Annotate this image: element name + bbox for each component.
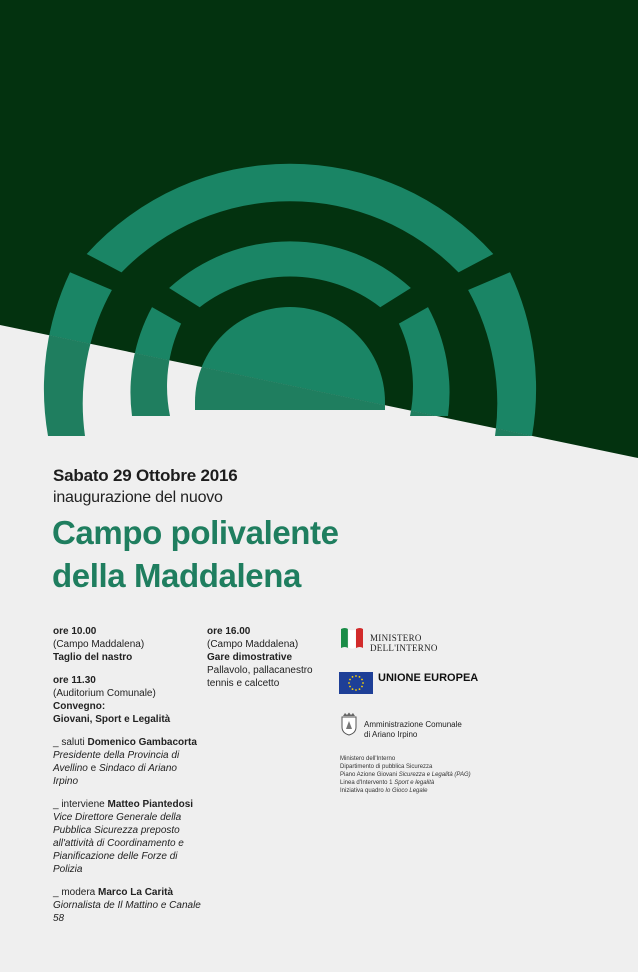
event3-desc-1: Pallavolo, pallacanestro (207, 665, 313, 676)
speaker2-role-1: Vice Direttore Generale della (53, 812, 182, 823)
credits-line-2: Dipartimento di pubblica Sicurezza (340, 764, 433, 770)
speaker1-line (53, 736, 203, 749)
speaker1-prefix: _ saluti (53, 737, 88, 748)
event-date: Sabato 29 Ottobre 2016 (53, 466, 238, 485)
speaker2-role-4: Pianificazione delle Forze di Polizia (53, 851, 178, 875)
speaker1-role-1: Presidente della Provincia di (53, 750, 180, 761)
speaker1-role-2a: Avellino (53, 763, 88, 774)
speaker1-name: Domenico Gambacorta (87, 737, 197, 748)
comune-crest-icon (340, 712, 358, 736)
credits-line-5 (340, 787, 540, 795)
event-title (52, 511, 339, 597)
credits-line-5a: Iniziativa quadro (340, 788, 386, 794)
speaker2-line (53, 798, 203, 811)
moderator-role: Giornalista de Il Mattino e Canale 58 (53, 900, 201, 924)
speaker1-role-2c: Sindaco di Ariano (98, 763, 177, 774)
eu-flag-icon (339, 672, 373, 694)
event1-place: (Campo Maddalena) (53, 639, 145, 650)
moderator-prefix: _ modera (53, 887, 99, 898)
program-mid-column (207, 625, 327, 690)
comune-line-2: di Ariano Irpino (364, 730, 418, 739)
event2-title-2: Giovani, Sport e Legalità (53, 714, 171, 725)
speaker2-role-3: all'attività di Coordinamento e (53, 838, 184, 849)
speaker1-role-2-line (53, 762, 203, 775)
event3-time: ore 16.00 (207, 626, 251, 637)
credits-line-1: Ministero dell'Interno (340, 756, 396, 762)
italian-flag-icon (339, 626, 365, 650)
event3-place: (Campo Maddalena) (207, 639, 299, 650)
speaker1-role-2b: e (87, 763, 99, 774)
event1-title: Taglio del nastro (53, 652, 133, 663)
moderator-name: Marco La Carità (98, 887, 174, 898)
event-subtitle: inaugurazione del nuovo (53, 489, 223, 506)
ministero-logo-text (370, 633, 438, 653)
credits-line-4b: Sport e legalità (394, 780, 435, 786)
ministero-line-1: MINISTERO (370, 633, 422, 643)
credits-line-3a: Piano Azione Giovani (340, 772, 399, 778)
eu-logo-text: UNIONE EUROPEA (378, 672, 479, 684)
speaker2-role-2: Pubblica Sicurezza preposto (53, 825, 180, 836)
event2-time: ore 11.30 (53, 675, 96, 686)
ministero-line-2: DELL'INTERNO (370, 643, 438, 653)
speaker1-role-3: Irpino (53, 776, 79, 787)
speaker2-prefix: _ interviene (53, 799, 108, 810)
program-left-column (53, 625, 203, 925)
credits-line-3 (340, 771, 540, 779)
title-line-1: Campo polivalente (52, 514, 339, 551)
event3-desc-2: tennis e calcetto (207, 678, 280, 689)
event2-place: (Auditorium Comunale) (53, 688, 156, 699)
event2-title-1: Convegno: (53, 701, 106, 712)
moderator-line (53, 886, 203, 899)
credits-line-5b: Io Gioco Legale (385, 788, 428, 794)
speaker2-name: Matteo Piantedosi (107, 799, 194, 810)
event3-title: Gare dimostrative (207, 652, 293, 663)
credits-line-4a: Linea d'Intervento 1 (340, 780, 395, 786)
credits-line-3b: Sicurezza e Legalità (PAG) (398, 772, 471, 778)
event1-time: ore 10.00 (53, 626, 97, 637)
comune-logo-text (364, 720, 462, 740)
credits-line-4 (340, 779, 540, 787)
credits-block (340, 755, 540, 795)
comune-line-1: Amministrazione Comunale (364, 720, 462, 729)
title-line-2: della Maddalena (52, 557, 301, 594)
